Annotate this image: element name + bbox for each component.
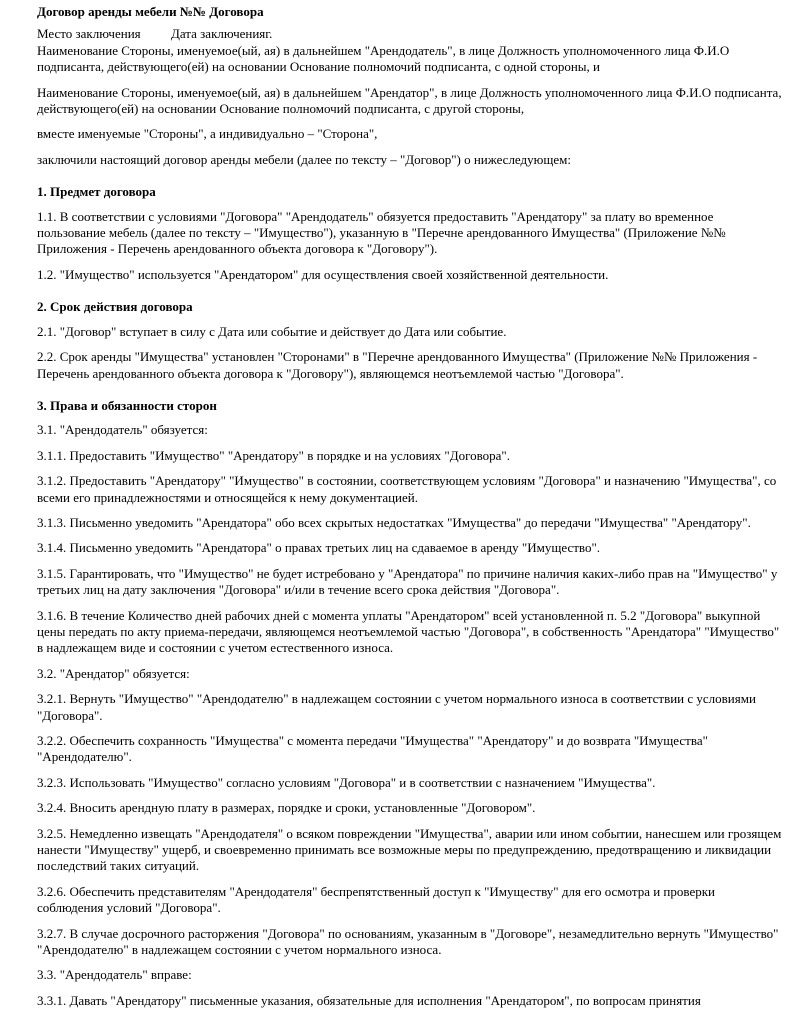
contract-document: [37, 4, 783, 1018]
clause-paragraph: 3.1.6. В течение Количество дней рабочих дней с момента уплаты "Арендатором" всей установленной п. 5.2 "Договора" выкупной цены передать по акту приема-передачи, являющемся неотъемлемой частью "Договора", в собственность "Арендатора" "Имущество" в надлежащем виде и состоянии с учетом естественного износа.: [37, 607, 780, 656]
clause-paragraph: 1.2. "Имущество" используется "Арендатором" для осуществления своей хозяйственной деятельности.: [37, 266, 609, 282]
intro-tenant-paragraph: Наименование Стороны, именуемое(ый, ая) в дальнейшем "Арендатор", в лице Должность уполномоченного лица Ф.И.О подписанта, действующего(ей) на основании Основание полномочий подписанта, с другой стороны,: [37, 84, 782, 117]
document-title: Договор аренды мебели №№ Договора: [37, 4, 264, 19]
intro-landlord-paragraph: Наименование Стороны, именуемое(ый, ая) в дальнейшем "Арендодатель", в лице Должность уполномоченного лица Ф.И.О подписанта, действующего(ей) на основании Основание полномочий подписанта, с одной стороны, и: [37, 42, 730, 75]
clause-paragraph: 3.2.5. Немедленно извещать "Арендодателя" о всяком повреждении "Имущества", аварии или ином событии, нанесшем или грозящем нанести "Имуществу" ущерб, и своевременно принимать все возможные меры по предупреждению, предотвращению и ликвидации последствий таких ситуаций.: [37, 825, 782, 874]
clause-paragraph: 3.1.3. Письменно уведомить "Арендатора" обо всех скрытых недостатках "Имущества" до передачи "Имущества" "Арендатору".: [37, 514, 751, 530]
clause-paragraph: 3.3.1. Давать "Арендатору" письменные указания, обязательные для исполнения "Арендатором", по вопросам принятия: [37, 992, 701, 1008]
clause-paragraph: 2.2. Срок аренды "Имущества" установлен "Сторонами" в "Перечне арендованного Имущества" (Приложение №№ Приложения - Перечень арендованного объекта договора к "Договору"), являющемся неотъемлемой частью "Договора".: [37, 349, 758, 381]
section-heading-subject: 1. Предмет договора: [37, 184, 156, 200]
clause-paragraph: 2.1. "Договор" вступает в силу с Дата или событие и действует до Дата или событие.: [37, 323, 507, 339]
clause-paragraph: 3.2.1. Вернуть "Имущество" "Арендодателю" в надлежащем состоянии с учетом нормального износа в соответствии с условиями "Договора".: [37, 691, 756, 723]
clause-paragraph: 3.1.5. Гарантировать, что "Имущество" не будет истребовано у "Арендатора" по причине наличия каких-либо прав на "Имущество" у третьих лиц на дату заключения "Договора" и/или в течение всего срока действия "Договора".: [37, 565, 778, 598]
clause-paragraph: 3.1. "Арендодатель" обязуется:: [37, 422, 208, 438]
clause-paragraph: 3.1.1. Предоставить "Имущество" "Арендатору" в порядке и на условиях "Договора".: [37, 447, 510, 463]
clause-paragraph: 3.2.4. Вносить арендную плату в размерах, порядке и сроки, установленные "Договором".: [37, 800, 536, 816]
clause-paragraph: 1.1. В соответствии с условиями "Договора" "Арендодатель" обязуется предоставить "Арендатору" за плату во временное пользование мебель (далее по тексту – "Имущество"), указанную в "Перечне арендованного Имущества" (Приложение №№ Приложения - Перечень арендованного объекта договора к "Договору").: [37, 208, 726, 257]
intro-agreement-paragraph: заключили настоящий договор аренды мебели (далее по тексту – "Договор") о нижеследующем:: [37, 151, 571, 167]
clause-paragraph: 3.2. "Арендатор" обязуется:: [37, 665, 190, 681]
contract-header-line: [37, 26, 783, 42]
intro-parties-paragraph: вместе именуемые "Стороны", а индивидуально – "Сторона",: [37, 126, 378, 142]
contract-date: Дата заключенияг.: [171, 26, 273, 42]
clause-paragraph: 3.1.4. Письменно уведомить "Арендатора" о правах третьих лиц на сдаваемое в аренду "Имущество".: [37, 540, 600, 556]
clause-paragraph: 3.2.7. В случае досрочного расторжения "Договора" по основаниям, указанным в "Договоре", незамедлительно вернуть "Имущество" "Арендодателю" в надлежащем состоянии с учетом нормального износа.: [37, 925, 779, 958]
clause-paragraph: 3.3. "Арендодатель" вправе:: [37, 967, 192, 983]
section-heading-rights: 3. Права и обязанности сторон: [37, 397, 217, 413]
contract-place: Место заключения: [37, 26, 141, 42]
clause-paragraph: 3.2.6. Обеспечить представителям "Арендодателя" беспрепятственный доступ к "Имуществу" для его осмотра и проверки соблюдения условий "Договора".: [37, 883, 715, 916]
clause-paragraph: 3.2.3. Использовать "Имущество" согласно условиям "Договора" и в соответствии с назначением "Имущества".: [37, 774, 656, 790]
clause-paragraph: 3.2.2. Обеспечить сохранность "Имущества" с момента передачи "Имущества" "Арендатору" и до возврата "Имущества" "Арендодателю".: [37, 733, 708, 765]
section-heading-term: 2. Срок действия договора: [37, 299, 193, 315]
clause-paragraph: 3.1.2. Предоставить "Арендатору" "Имущество" в состоянии, соответствующем условиям "Договора" и назначению "Имущества", со всеми его принадлежностями и относящейся к нему документацией.: [37, 473, 777, 505]
